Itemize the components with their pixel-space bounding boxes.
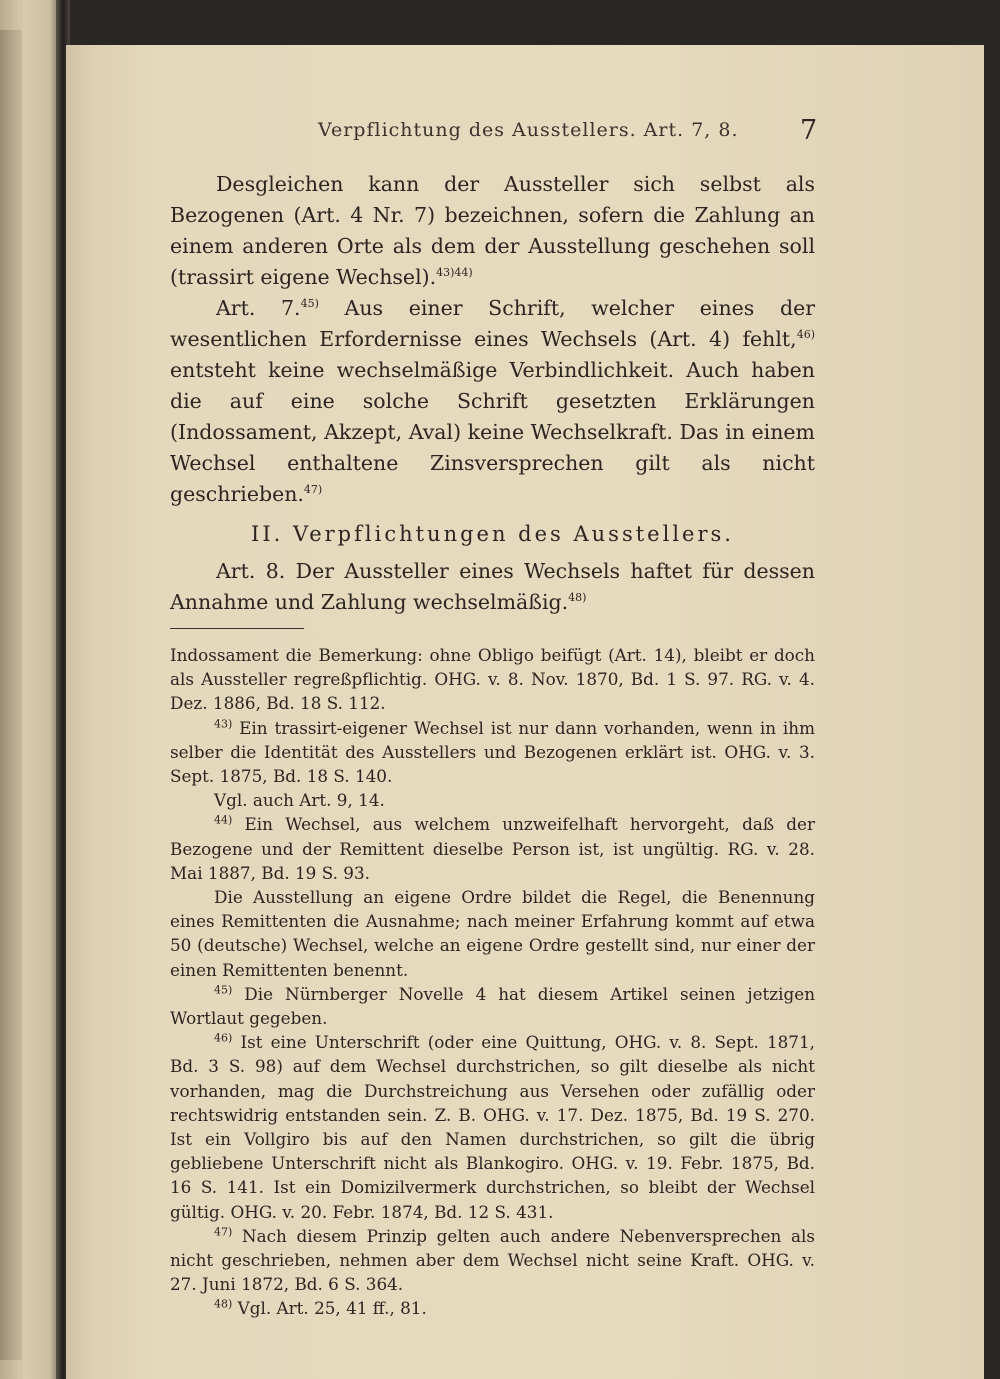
footnote-48-text: Vgl. Art. 25, 41 ff., 81. <box>232 1298 427 1319</box>
paragraph-desgleichen-text: Desgleichen kann der Aussteller sich selbst als Bezogenen (Art. 4 Nr. 7) bezeichnen, sofern die Zahlung an einem anderen Orte als dem der Ausstellung geschehen soll (trassirt eigene Wechsel). <box>170 172 815 289</box>
article-7 <box>170 293 815 510</box>
running-header: Verpflichtung des Ausstellers. Art. 7, 8. <box>318 119 739 141</box>
footnote-ref-48: 48) <box>568 591 587 605</box>
article-8 <box>170 556 815 618</box>
footnote-43-text: Ein trassirt-eigener Wechsel ist nur dann vorhanden, wenn in ihm selber die Identität des Ausstellers und Bezogenen erklärt ist. OHG. v. 3. Sept. 1875, Bd. 18 S. 140. <box>170 717 815 787</box>
footnote-43 <box>170 716 815 789</box>
footnote-48-number: 48) <box>214 1297 233 1311</box>
footnote-ref-46: 46) <box>796 328 815 342</box>
page-number: 7 <box>800 115 818 146</box>
footnote-44-text: Ein Wechsel, aus welchem unzweifelhaft hervorgeht, daß der Bezogene und der Remittent dieselbe Person ist, ist ungültig. RG. v. 28. Mai 1887, Bd. 19 S. 93. <box>170 814 815 883</box>
footnote-45-text: Die Nürnberger Novelle 4 hat diesem Artikel seinen jetzigen Wortlaut gegeben. <box>170 983 815 1029</box>
footnote-44-paragraph: Die Ausstellung an eigene Ordre bildet die Regel, die Benennung eines Remittenten die Ausnahme; nach meiner Erfahrung kommt auf etwa 50 (deutsche) Wechsel, welche an eigene Ordre gestellt sind, nur einer der einen Remittenten benennt. <box>170 887 815 980</box>
paragraph-desgleichen <box>170 169 815 293</box>
footnote-ref-47: 47) <box>303 483 323 497</box>
article-8-text: Art. 8. Der Aussteller eines Wechsels haftet für dessen Annahme und Zahlung wechselmäßig. <box>170 559 815 614</box>
footnote-47-text: Nach diesem Prinzip gelten auch andere Nebenversprechen als nicht geschrieben, nehmen aber dem Wechsel nicht seine Kraft. OHG. v. 27. Juni 1872, Bd. 6 S. 364. <box>170 1225 815 1295</box>
footnote-44-number: 44) <box>214 813 233 827</box>
footnote-43-vgl: Vgl. auch Art. 9, 14. <box>214 790 385 811</box>
footnote-continuation: Indossament die Bemerkung: ohne Obligo beifügt (Art. 14), bleibt er doch als Aussteller regreßpflichtig. OHG. v. 8. Nov. 1870, Bd. 1 S. 97. RG. v. 4. Dez. 1886, Bd. 18 S. 112. <box>170 645 815 714</box>
footnote-47 <box>170 1224 815 1297</box>
footnote-48 <box>170 1296 815 1320</box>
footnote-45-number: 45) <box>214 983 233 997</box>
footnote-43-number: 43) <box>214 717 233 731</box>
article-7-text-a: Aus einer Schrift, welcher eines der wesentlichen Erfordernisse eines Wechsels (Art. 4) fehlt, <box>170 296 816 351</box>
footnote-46-number: 46) <box>214 1031 233 1045</box>
footnote-47-number: 47) <box>214 1225 233 1239</box>
footnote-separator <box>170 628 304 629</box>
article-7-text-b: entsteht keine wechselmäßige Verbindlichkeit. Auch haben die auf eine solche Schrift gesetzten Erklärungen (Indossament, Akzept, Aval) keine Wechselkraft. Das in einem Wechsel enthaltene Zinsversprechen gilt als nicht geschrieben. <box>170 358 815 506</box>
footnote-46-text: Ist eine Unterschrift (oder eine Quittung, OHG. v. 8. Sept. 1871, Bd. 3 S. 98) auf dem Wechsel durchstrichen, so gilt dieselbe als nicht vorhanden, mag die Durchstreichung aus Versehen oder zufällig oder rechtswidrig entstanden sein. Z. B. OHG. v. 17. Dez. 1875, Bd. 19 S. 270. Ist ein Vollgiro bis auf den Namen durchstrichen, so gilt die übrig gebliebene Unterschrift nicht als Blankogiro. OHG. v. 19. Febr. 1875, Bd. 16 S. 141. Ist ein Domizilvermerk durchstrichen, so bleibt der Wechsel gültig. OHG. v. 20. Febr. 1874, Bd. 12 S. 431. <box>170 1032 815 1222</box>
footnote-45 <box>170 982 815 1030</box>
footnote-ref-43-44: 43)44) <box>436 266 473 280</box>
footnote-ref-45: 45) <box>300 297 319 311</box>
footnotes <box>170 643 815 1321</box>
footnote-44 <box>170 812 815 885</box>
left-page-fore-edge <box>0 30 22 1360</box>
book-page <box>66 45 984 1379</box>
article-7-label: Art. 7. <box>216 296 301 320</box>
footnote-46 <box>170 1030 815 1224</box>
section-heading: II. Verpflichtungen des Ausstellers. <box>251 522 734 546</box>
page-body <box>170 169 815 1321</box>
